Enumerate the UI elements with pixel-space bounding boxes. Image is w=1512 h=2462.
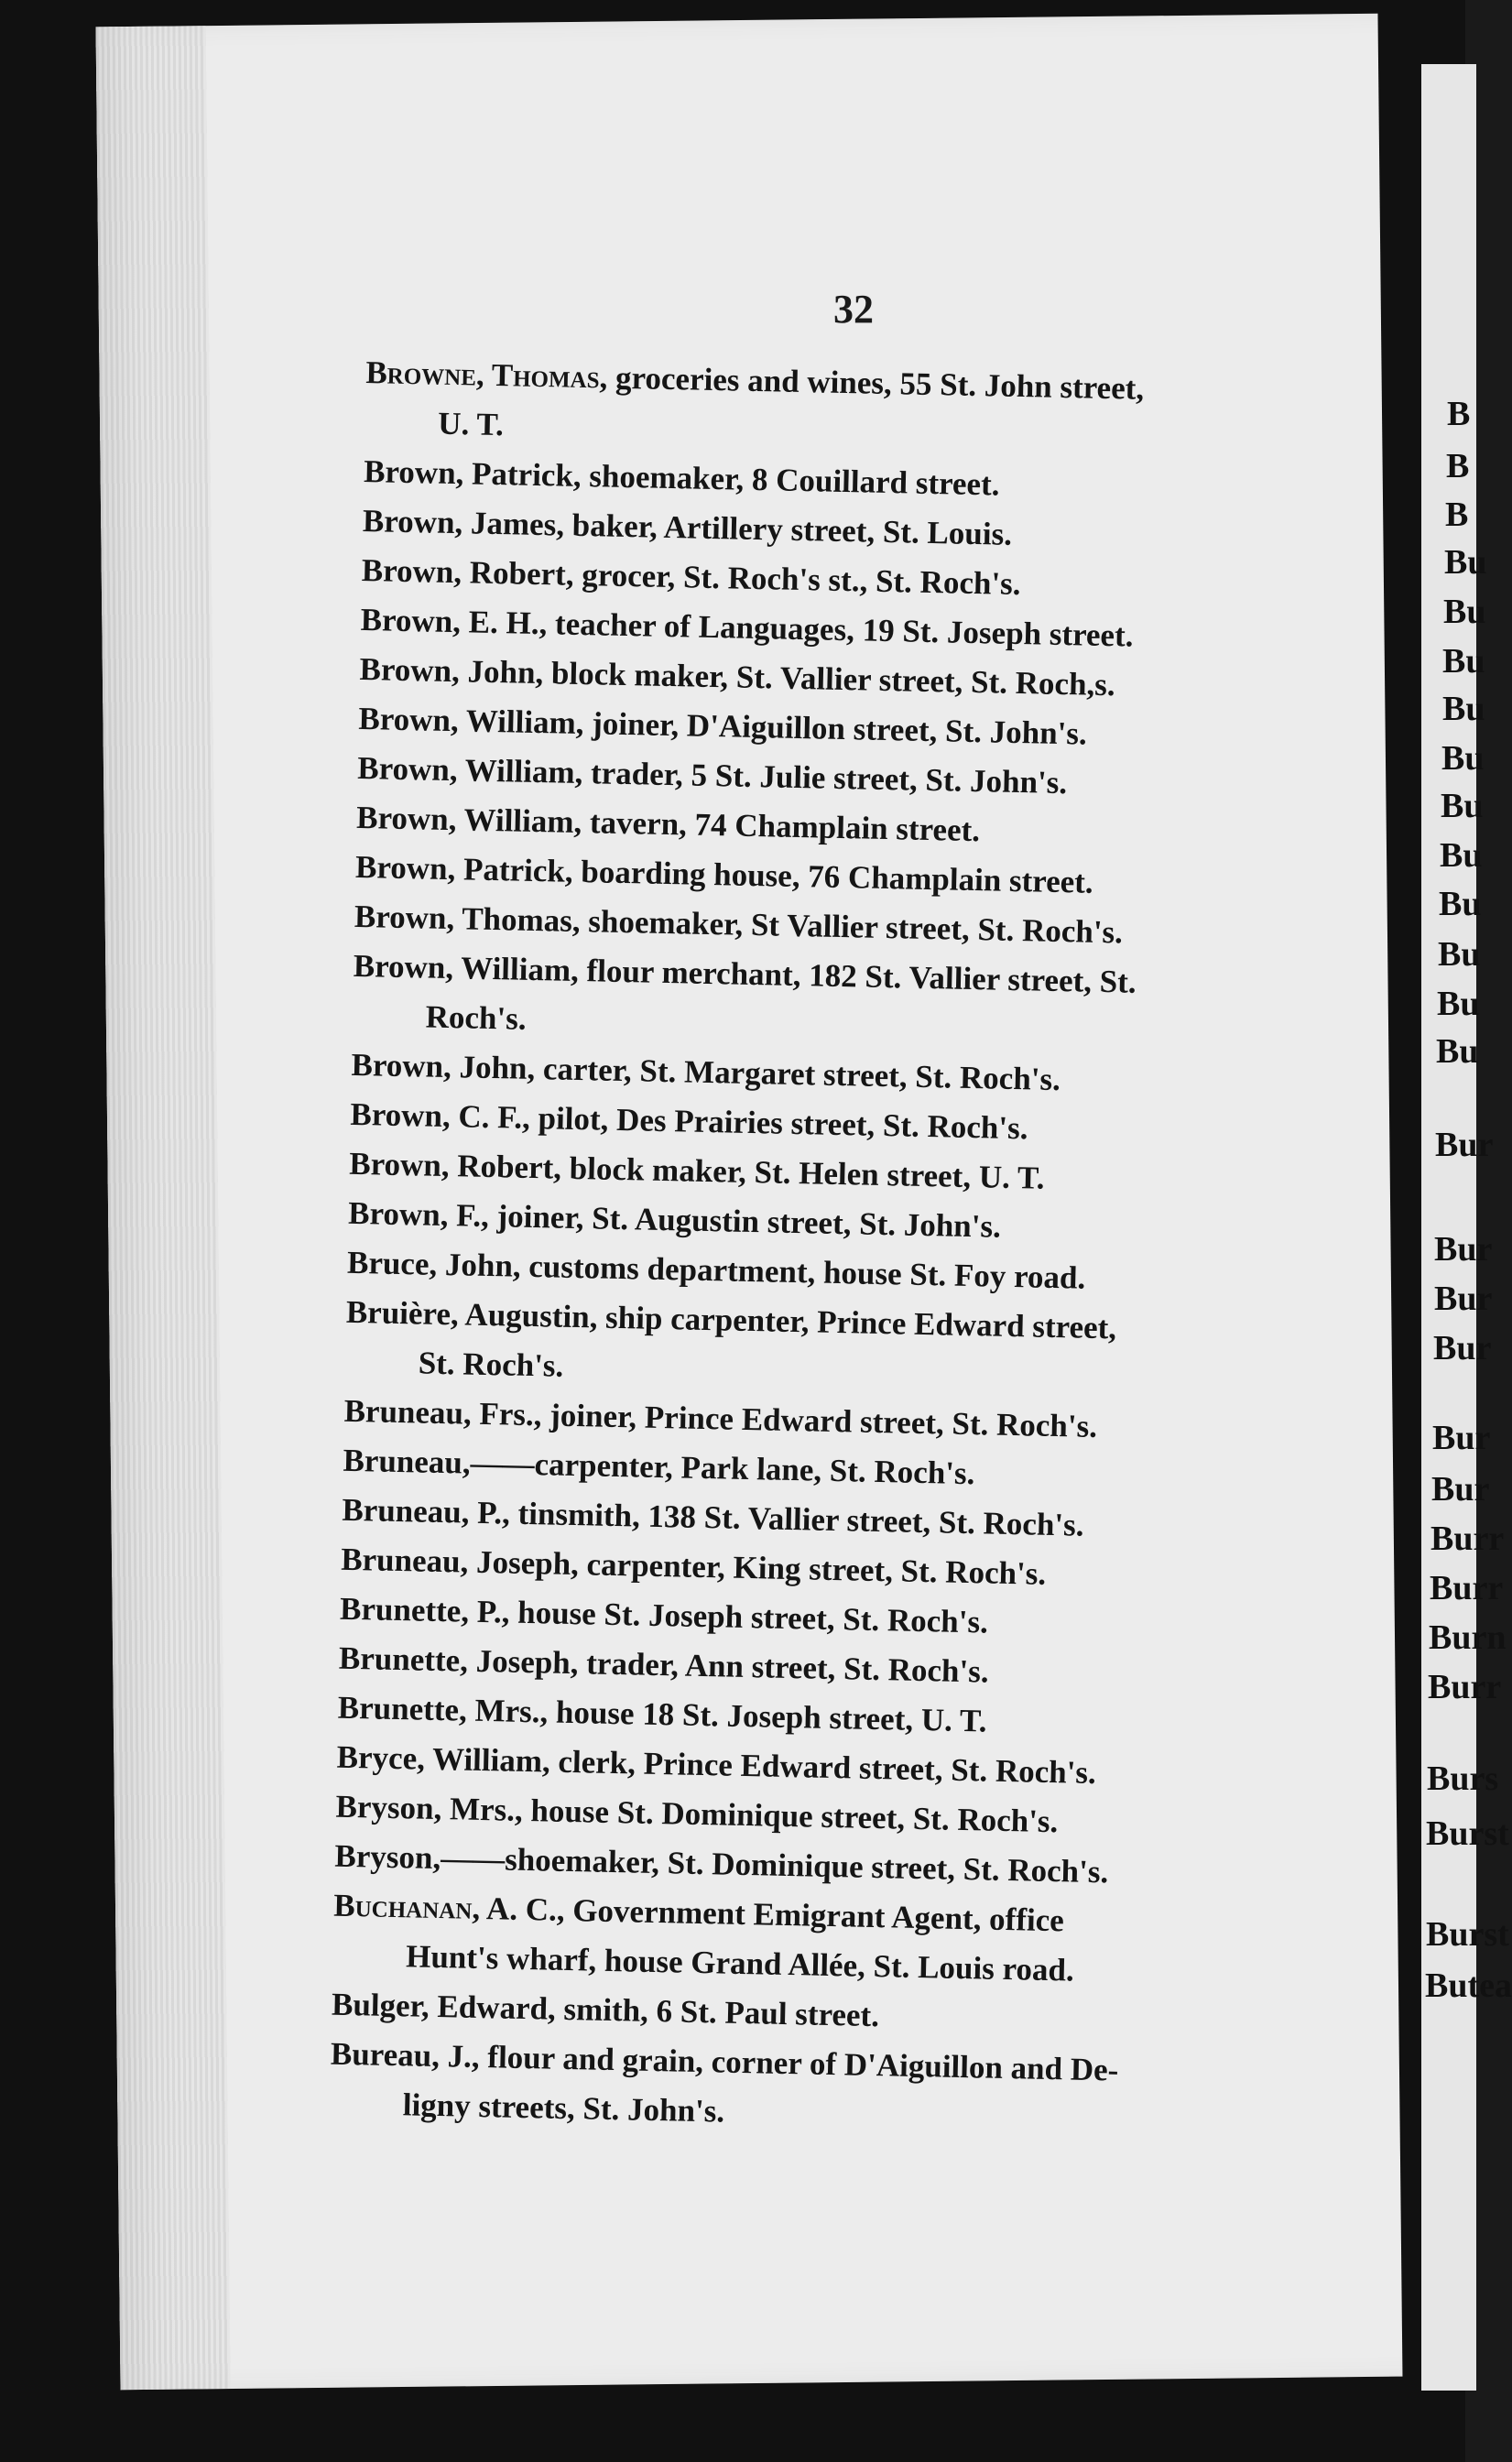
right-page-fragment: Bu [1442,642,1485,681]
right-page-fragment: B [1447,395,1471,433]
right-page-fragment: Burs [1427,1759,1499,1798]
right-page-fragment: Bur [1432,1419,1491,1457]
right-page-fragment: Bu [1444,543,1487,582]
right-page-fragment: Bur [1433,1329,1492,1367]
right-page-fragment: Bu [1442,690,1485,728]
right-page-fragment: Burr [1430,1569,1504,1607]
right-page-fragment: Butea [1425,1966,1512,2005]
entry-text: Bulger, Edward, smith, 6 St. Paul street. [331,1986,880,2034]
right-page-fragment: B [1445,496,1469,534]
entry-text: groceries and wines, 55 St. John street, [606,359,1145,407]
entry-text: Brunette, Mrs., house 18 St. Joseph street, U. T. [337,1689,987,1739]
right-page-fragment: Bu [1437,985,1480,1023]
right-page-fragment: Bu [1438,935,1481,974]
entry-text: Brown, Robert, block maker, St. Helen street, U. T. [348,1145,1045,1196]
entry-text: Brunette, Joseph, trader, Ann street, St. Roch's. [338,1640,990,1690]
right-page-fragment: Bur [1431,1470,1490,1509]
entry-text: A. C., Government Emigrant Agent, office [479,1890,1065,1939]
entry-text: Brown, William, trader, 5 St. Julie street, St. John's. [356,749,1068,801]
entry-text: Brown, Robert, grocer, St. Roch's st., St. Roch's. [361,551,1021,603]
right-page-fragment: Bu [1436,1032,1479,1071]
entry-text: Bryson, Mrs., house St. Dominique street, St. Roch's. [335,1788,1059,1840]
entry-text: Bruneau, Frs., joiner, Prince Edward street, St. Roch's. [343,1392,1098,1444]
entry-text: Bruneau, Joseph, carpenter, King street, St. Roch's. [340,1541,1047,1592]
entry-text: Brown, C. F., pilot, Des Prairies street, St. Roch's. [350,1095,1028,1147]
entry-text: Brown, William, joiner, D'Aiguillon street, St. John's. [358,700,1088,752]
entry-text: Brown, Patrick, shoemaker, 8 Couillard street. [363,452,1000,503]
entry-text: Bryce, William, clerk, Prince Edward street, St. Roch's. [336,1738,1097,1792]
right-page-fragment: Burr [1428,1668,1502,1706]
entry-text: Bruneau, P., tinsmith, 138 St. Vallier street, St. Roch's. [342,1491,1084,1543]
entry-text: Bruneau,——carpenter, Park lane, St. Roch's. [343,1442,975,1492]
entry-surname: Buchanan, [332,1887,481,1926]
right-page-fragment: Bur [1434,1280,1493,1318]
entry-text: Brunette, P., house St. Joseph street, St. Roch's. [339,1590,989,1640]
entry-text: Bruce, John, customs department, house St. Foy road. [346,1244,1086,1296]
entry-text: Roch's. [425,998,527,1037]
right-page-fragment: Bur [1434,1230,1493,1269]
entry-text: Bruière, Augustin, ship carpenter, Prince Edward street, [345,1293,1117,1346]
entry-text: Brown, Patrick, boarding house, 76 Champlain street. [354,848,1094,900]
entry-text: Brown, John, block maker, St. Vallier street, St. Roch,s. [359,650,1116,703]
entry-text: Brown, Thomas, shoemaker, St Vallier street, St. Roch's. [354,898,1124,951]
entry-text: St. Roch's. [418,1345,564,1384]
page-number: 32 [833,287,874,332]
right-page-fragment: Bur [1435,1126,1494,1164]
right-page-fragment: Burst [1426,1915,1509,1954]
right-page-fragment: Bu [1440,836,1483,875]
right-page-fragment: Bu [1439,885,1482,923]
entry-text: ligny streets, St. John's. [402,2086,725,2130]
right-page-fragment: Burst [1426,1814,1509,1853]
entry-text: Brown, William, tavern, 74 Champlain street. [355,799,981,849]
right-page-fragment: Burn [1429,1618,1507,1657]
entry-text: Brown, James, baker, Artillery street, St. Louis. [362,502,1013,552]
entry-text: Hunt's wharf, house Grand Allée, St. Louis road. [405,1938,1075,1988]
entry-text: Brown, John, carter, St. Margaret street, St. Roch's. [351,1046,1061,1098]
entry-text: U. T. [437,405,505,443]
right-page-fragment: Burr [1430,1520,1505,1558]
right-page-fragment: B [1446,447,1470,485]
entry-text: Brown, F., joiner, St. Augustin street, St. John's. [347,1194,1002,1245]
entry-text: Brown, William, flour merchant, 182 St. Vallier street, St. [353,947,1137,1000]
right-page-fragment: Bu [1443,593,1486,631]
entry-text: Brown, E. H., teacher of Languages, 19 St. Joseph street. [360,601,1134,654]
entry-text: Bureau, J., flour and grain, corner of D'Aiguillon and De- [330,2035,1119,2088]
directory-entries [329,348,1300,2148]
right-page-fragment: Bu [1441,787,1484,825]
entry-text: Bryson,——shoemaker, St. Dominique street, St. Roch's. [334,1837,1109,1890]
page-gutter [96,26,231,2390]
right-page-fragment: Bu [1441,739,1485,778]
entry-surname: Browne, Thomas, [365,354,608,396]
